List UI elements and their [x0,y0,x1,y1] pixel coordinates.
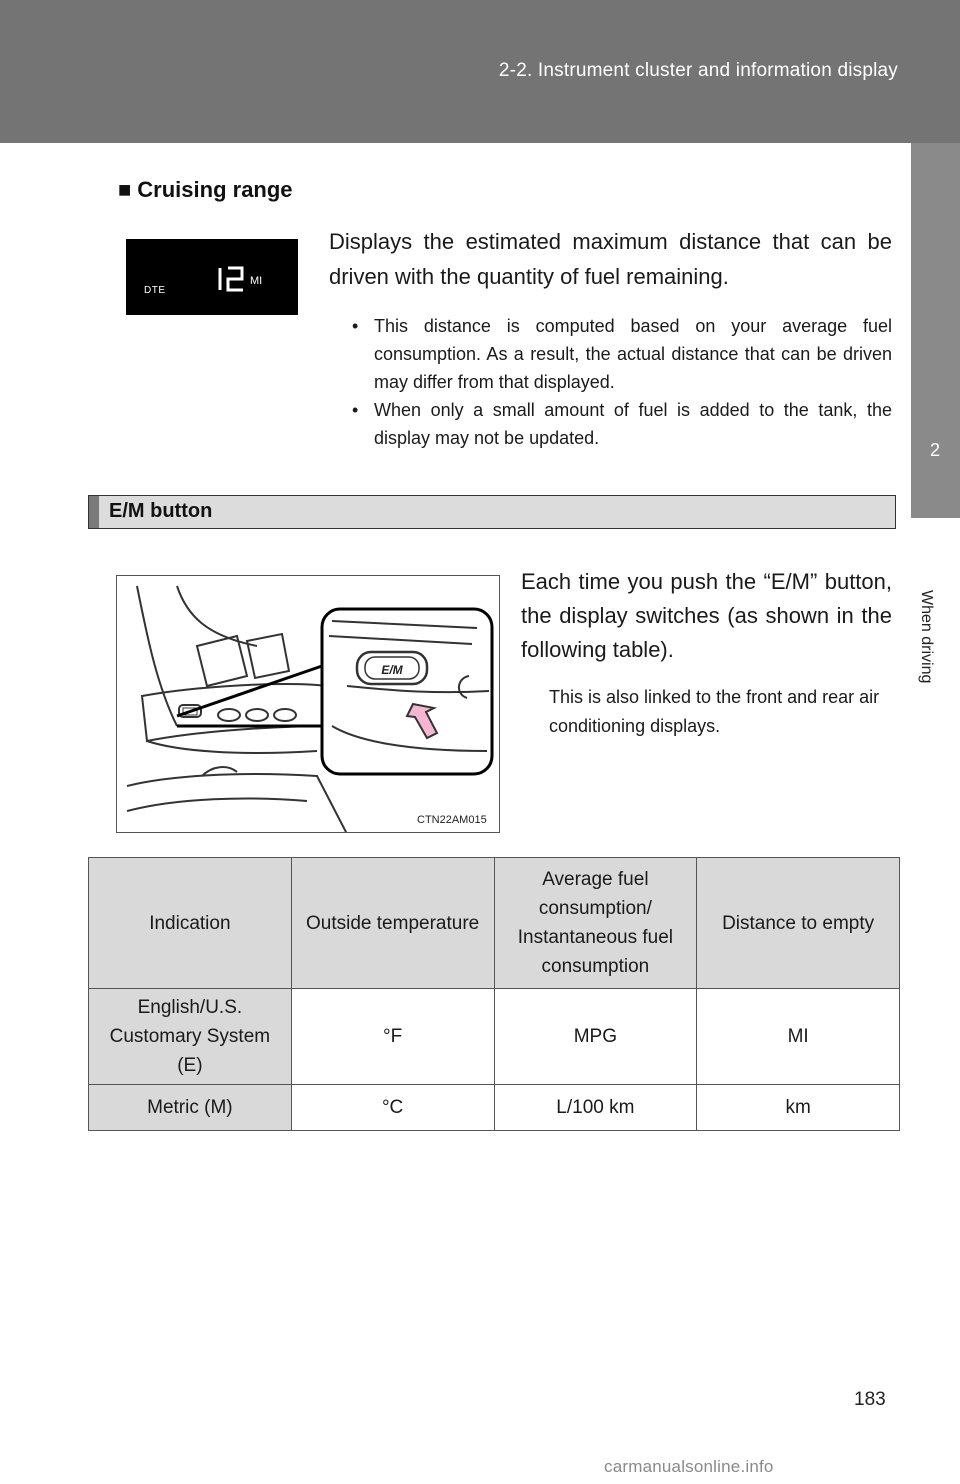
table-cell: km [697,1085,900,1131]
cruising-range-description: Displays the estimated maximum distance that can be driven with the quantity of fuel remaining. [329,229,892,289]
table-cell: °F [291,989,494,1085]
em-button-heading-box [88,495,896,529]
em-button-illustration [116,575,500,833]
heading-accent-bar [89,496,99,528]
em-button-description: Each time you push the “E/M” button, the display switches (as shown in the following table). [521,569,892,662]
chapter-tab [911,143,960,518]
column-header: Average fuel consumption/ Instantaneous fuel consumption [494,858,697,989]
dte-unit: MI [250,275,263,287]
table-cell: L/100 km [494,1085,697,1131]
chapter-number: 2 [929,440,940,460]
em-button-label: E/M [381,663,403,677]
column-header: Indication [89,858,292,989]
table-cell: °C [291,1085,494,1131]
dte-label: DTE [144,285,166,296]
column-header: Distance to empty [697,858,900,989]
row-header: English/U.S. Customary System (E) [89,989,292,1085]
header-title: 2-2. Instrument cluster and information display [498,60,898,81]
list-item: • This distance is computed based on your average fuel consumption. As a result, the actual distance that can be driven may differ from that displayed. [352,312,892,396]
cruising-range-heading [118,177,293,203]
overhead-console-drawing [117,576,500,833]
em-button-heading: E/M button [109,500,213,522]
illustration-code: CTN22AM015 [417,814,487,826]
bullet-icon: • [352,316,359,336]
row-header: Metric (M) [89,1085,292,1131]
column-header: Outside temperature [291,858,494,989]
chapter-label: When driving [918,590,935,684]
table-cell: MPG [494,989,697,1085]
heading-square-icon: ■ [118,177,132,202]
bullet-icon: • [352,400,359,420]
dte-display-image [126,239,298,315]
table-row [89,1085,900,1131]
dte-value-digits [212,265,248,293]
cruising-range-title: Cruising range [137,177,293,202]
list-item: • When only a small amount of fuel is added to the tank, the display may not be updated. [352,396,892,452]
table-row [89,989,900,1085]
watermark: carmanualsonline.info [604,1457,774,1476]
table-cell: MI [697,989,900,1085]
em-button-note: This is also linked to the front and rear air conditioning displays. [549,687,880,736]
units-table [88,857,900,1131]
cruising-range-notes [352,312,892,452]
page-number: 183 [854,1389,886,1410]
table-header-row [89,858,900,989]
